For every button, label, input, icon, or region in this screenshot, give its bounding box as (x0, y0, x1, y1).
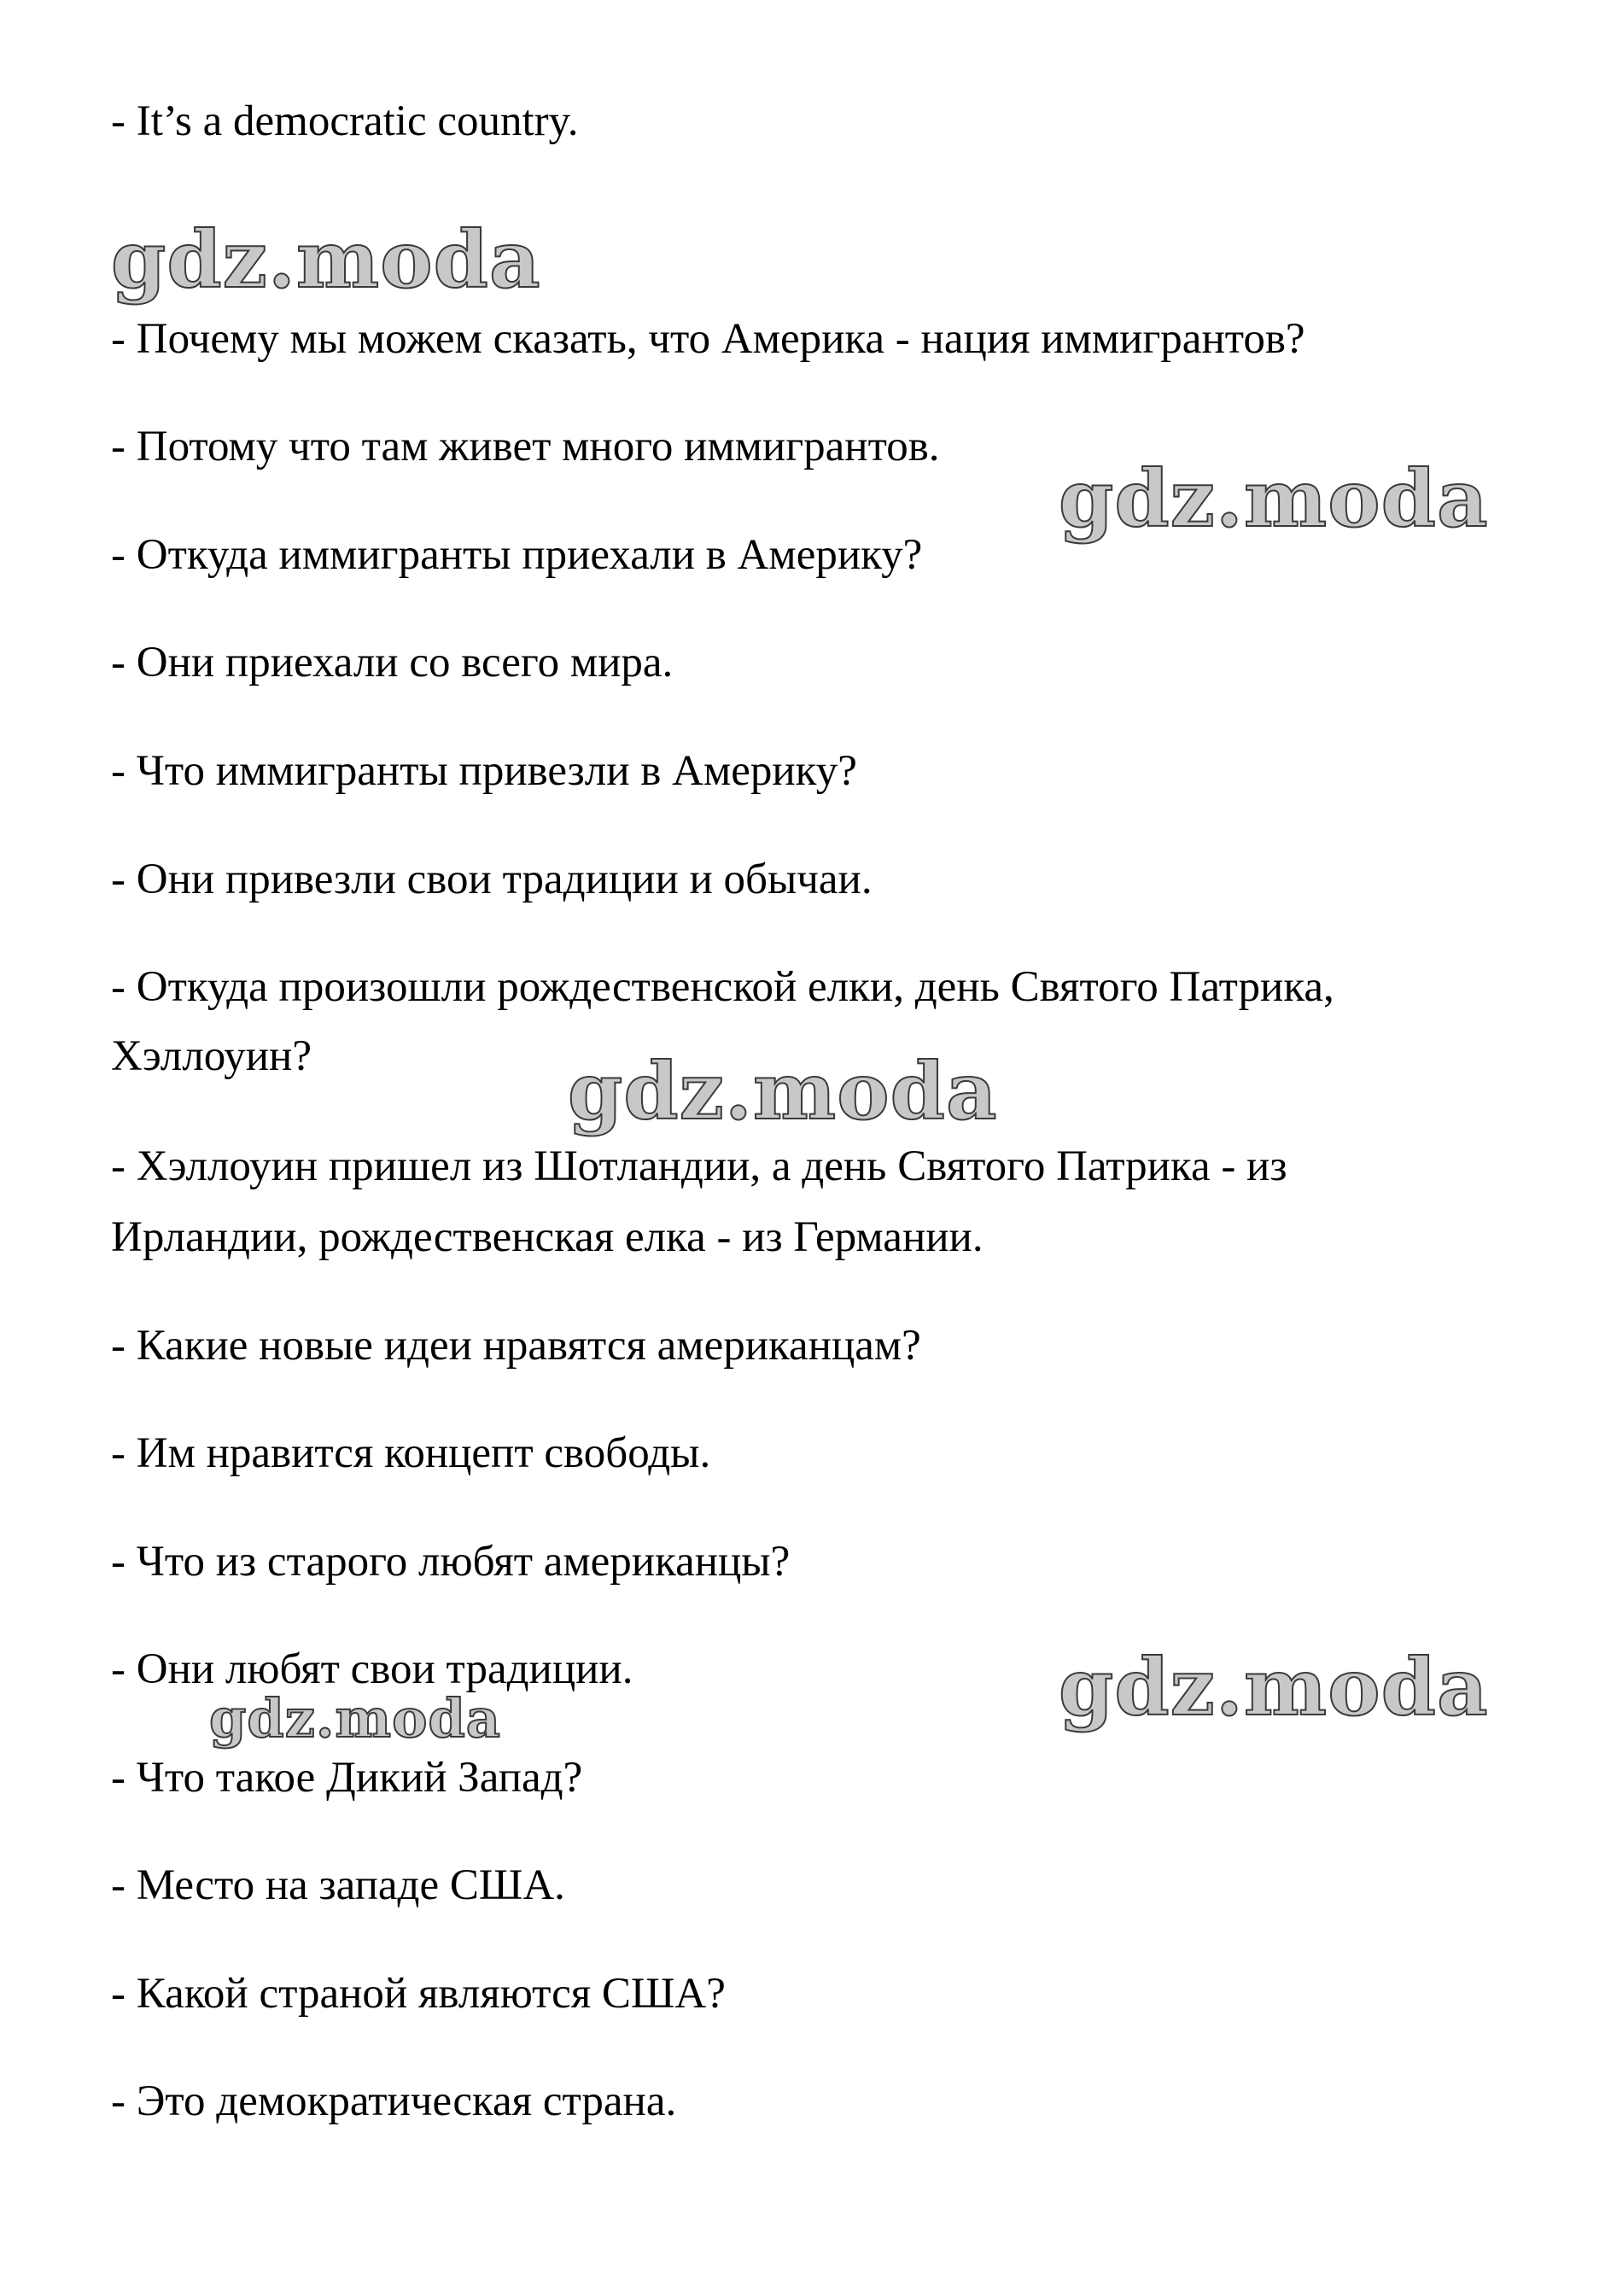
text-line: - Они приехали со всего мира. (111, 639, 674, 686)
watermark-logo: gdz.moda (568, 1045, 998, 1137)
watermark-logo: gdz.moda (111, 213, 541, 306)
text-line: - Что такое Дикий Запад? (111, 1754, 583, 1802)
text-line: - Что из старого любят американцы? (111, 1538, 791, 1586)
text-line: - Почему мы можем сказать, что Америка - нация иммигрантов? (111, 315, 1305, 363)
text-line: - Это демократическая страна. (111, 2077, 677, 2125)
text-line: - Что иммигранты привезли в Америку? (111, 747, 857, 795)
text-line: Ирландии, рождественская елка - из Германии. (111, 1213, 984, 1261)
text-line: - It’s a democratic country. (111, 97, 579, 145)
text-line: - Место на западе США. (111, 1861, 565, 1909)
text-line: - Откуда произошли рождественской елки, день Святого Патрика, (111, 963, 1334, 1011)
watermark-logo: gdz.moda (1059, 1641, 1489, 1733)
watermark-logo: gdz.moda (1059, 453, 1489, 545)
text-line: Хэллоуин? (111, 1032, 312, 1080)
text-line: - Какие новые идеи нравятся американцам? (111, 1322, 921, 1370)
text-line: - Потому что там живет много иммигрантов. (111, 423, 940, 470)
text-line: - Они привезли свои традиции и обычаи. (111, 856, 873, 903)
watermark-logo: gdz.moda (209, 1687, 501, 1750)
text-line: - Хэллоуин пришел из Шотландии, а день Святого Патрика - из (111, 1142, 1287, 1190)
text-line: - Откуда иммигранты приехали в Америку? (111, 531, 923, 579)
text-line: - Какой страной являются США? (111, 1970, 726, 2018)
text-line: - Им нравится концепт свободы. (111, 1429, 711, 1477)
text-line: - Они любят свои традиции. (111, 1645, 633, 1693)
